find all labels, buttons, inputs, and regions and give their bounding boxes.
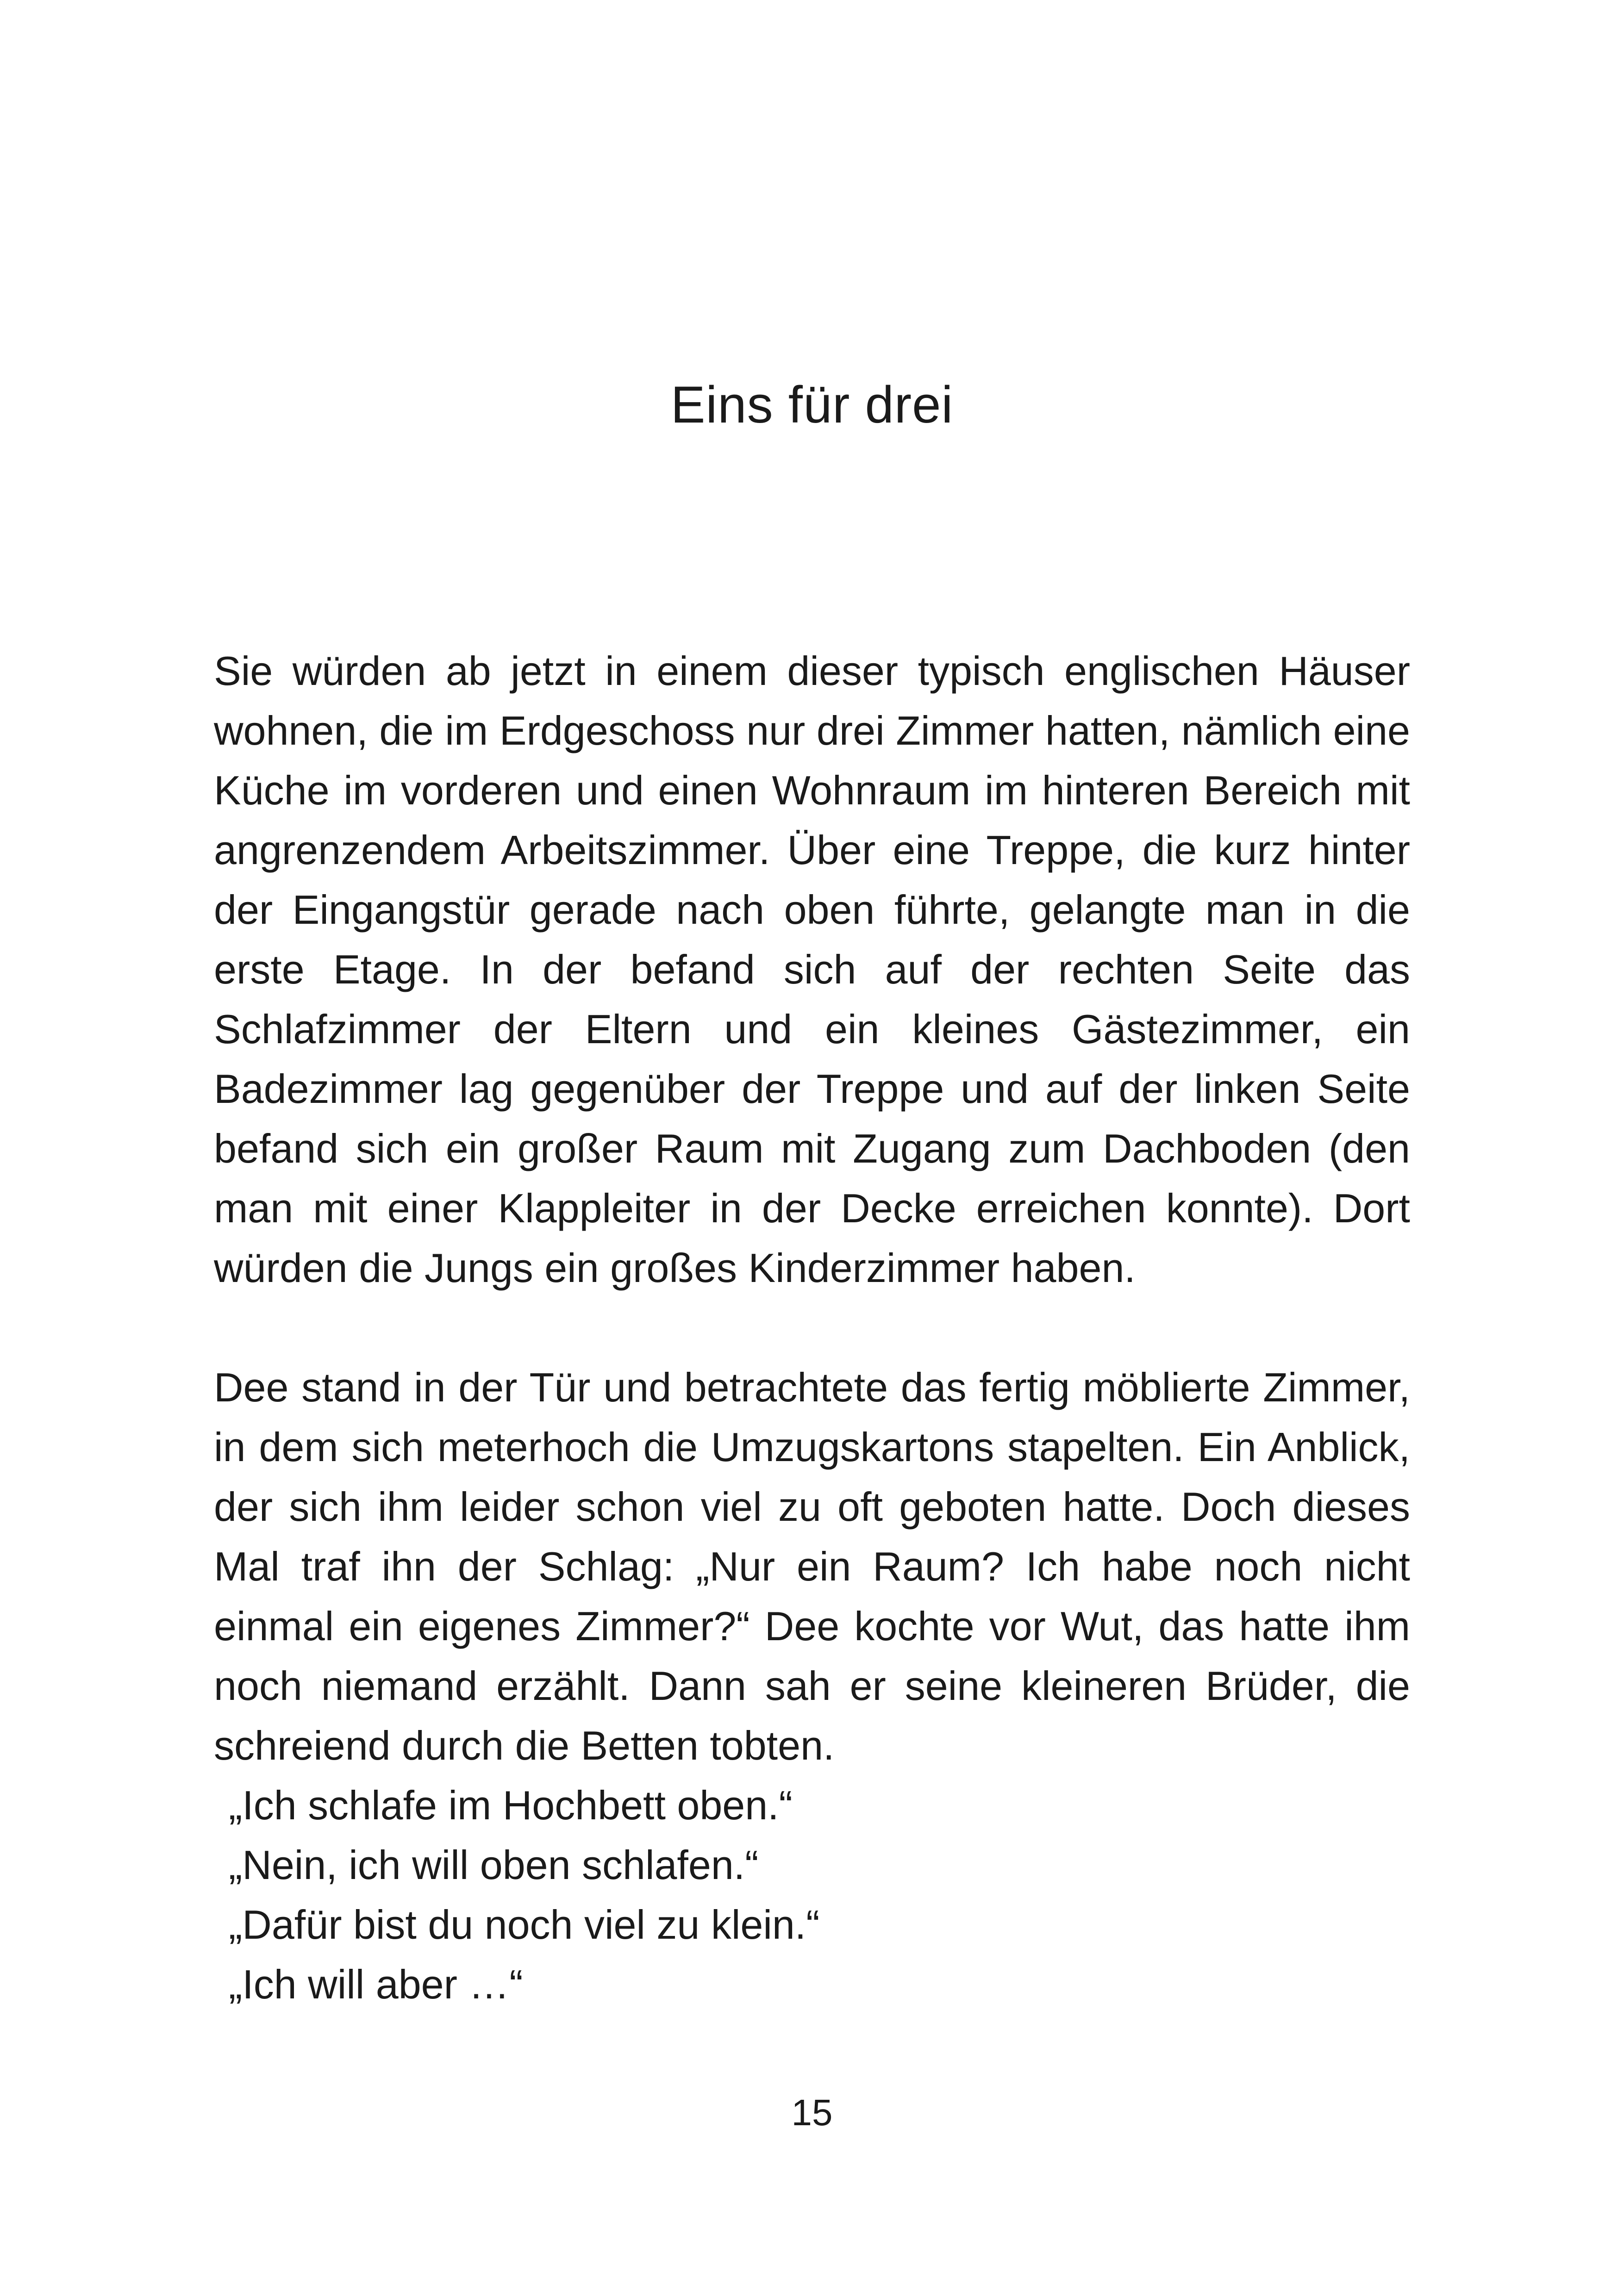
dialogue-line: „Dafür bist du noch viel zu klein.“ (229, 1902, 820, 1948)
chapter-title: Eins für drei (670, 376, 954, 434)
paragraph: Sie würden ab jetzt in einem dieser typisch englischen Häuser wohnen, die im Erdgeschoss nur drei Zimmer hatten, nämlich eine Küche im vorderen und einen Wohnraum im hinteren Bereich mit angrenzendem Arbeitszimmer. Über eine Treppe, die kurz hinter der Eingangstür gerade nach oben führte, gelangte man in die erste Etage. In der befand sich auf der rechten Seite das Schlafzimmer der Eltern und ein kleines Gästezimmer, ein Badezimmer lag gegenüber der Treppe und auf der linken Seite befand sich ein großer Raum mit Zugang zum Dachboden (den man mit einer Klappleiter in der Decke erreichen konnte). Dort würden die Jungs ein großes Kinderzimmer haben. (214, 648, 1410, 1291)
paragraph: Dee stand in der Tür und betrachtete das fertig möblierte Zimmer, in dem sich meterhoch die Umzugskartons stapelten. Ein Anblick, der sich ihm leider schon viel zu oft geboten hatte. Doch dieses Mal traf ihn der Schlag: „Nur ein Raum? Ich habe noch nicht einmal ein eigenes Zimmer?“ Dee kochte vor Wut, das hatte ihm noch niemand erzählt. Dann sah er seine kleineren Brüder, die schreiend durch die Betten tobten. (214, 1364, 1410, 1768)
dialogue-line: „Nein, ich will oben schlafen.“ (229, 1842, 759, 1888)
dialogue-line: „Ich will aber …“ (229, 1961, 523, 2007)
dialogue-line: „Ich schlafe im Hochbett oben.“ (229, 1782, 793, 1828)
page-number: 15 (791, 2092, 833, 2133)
chapter-body (214, 641, 1410, 2014)
